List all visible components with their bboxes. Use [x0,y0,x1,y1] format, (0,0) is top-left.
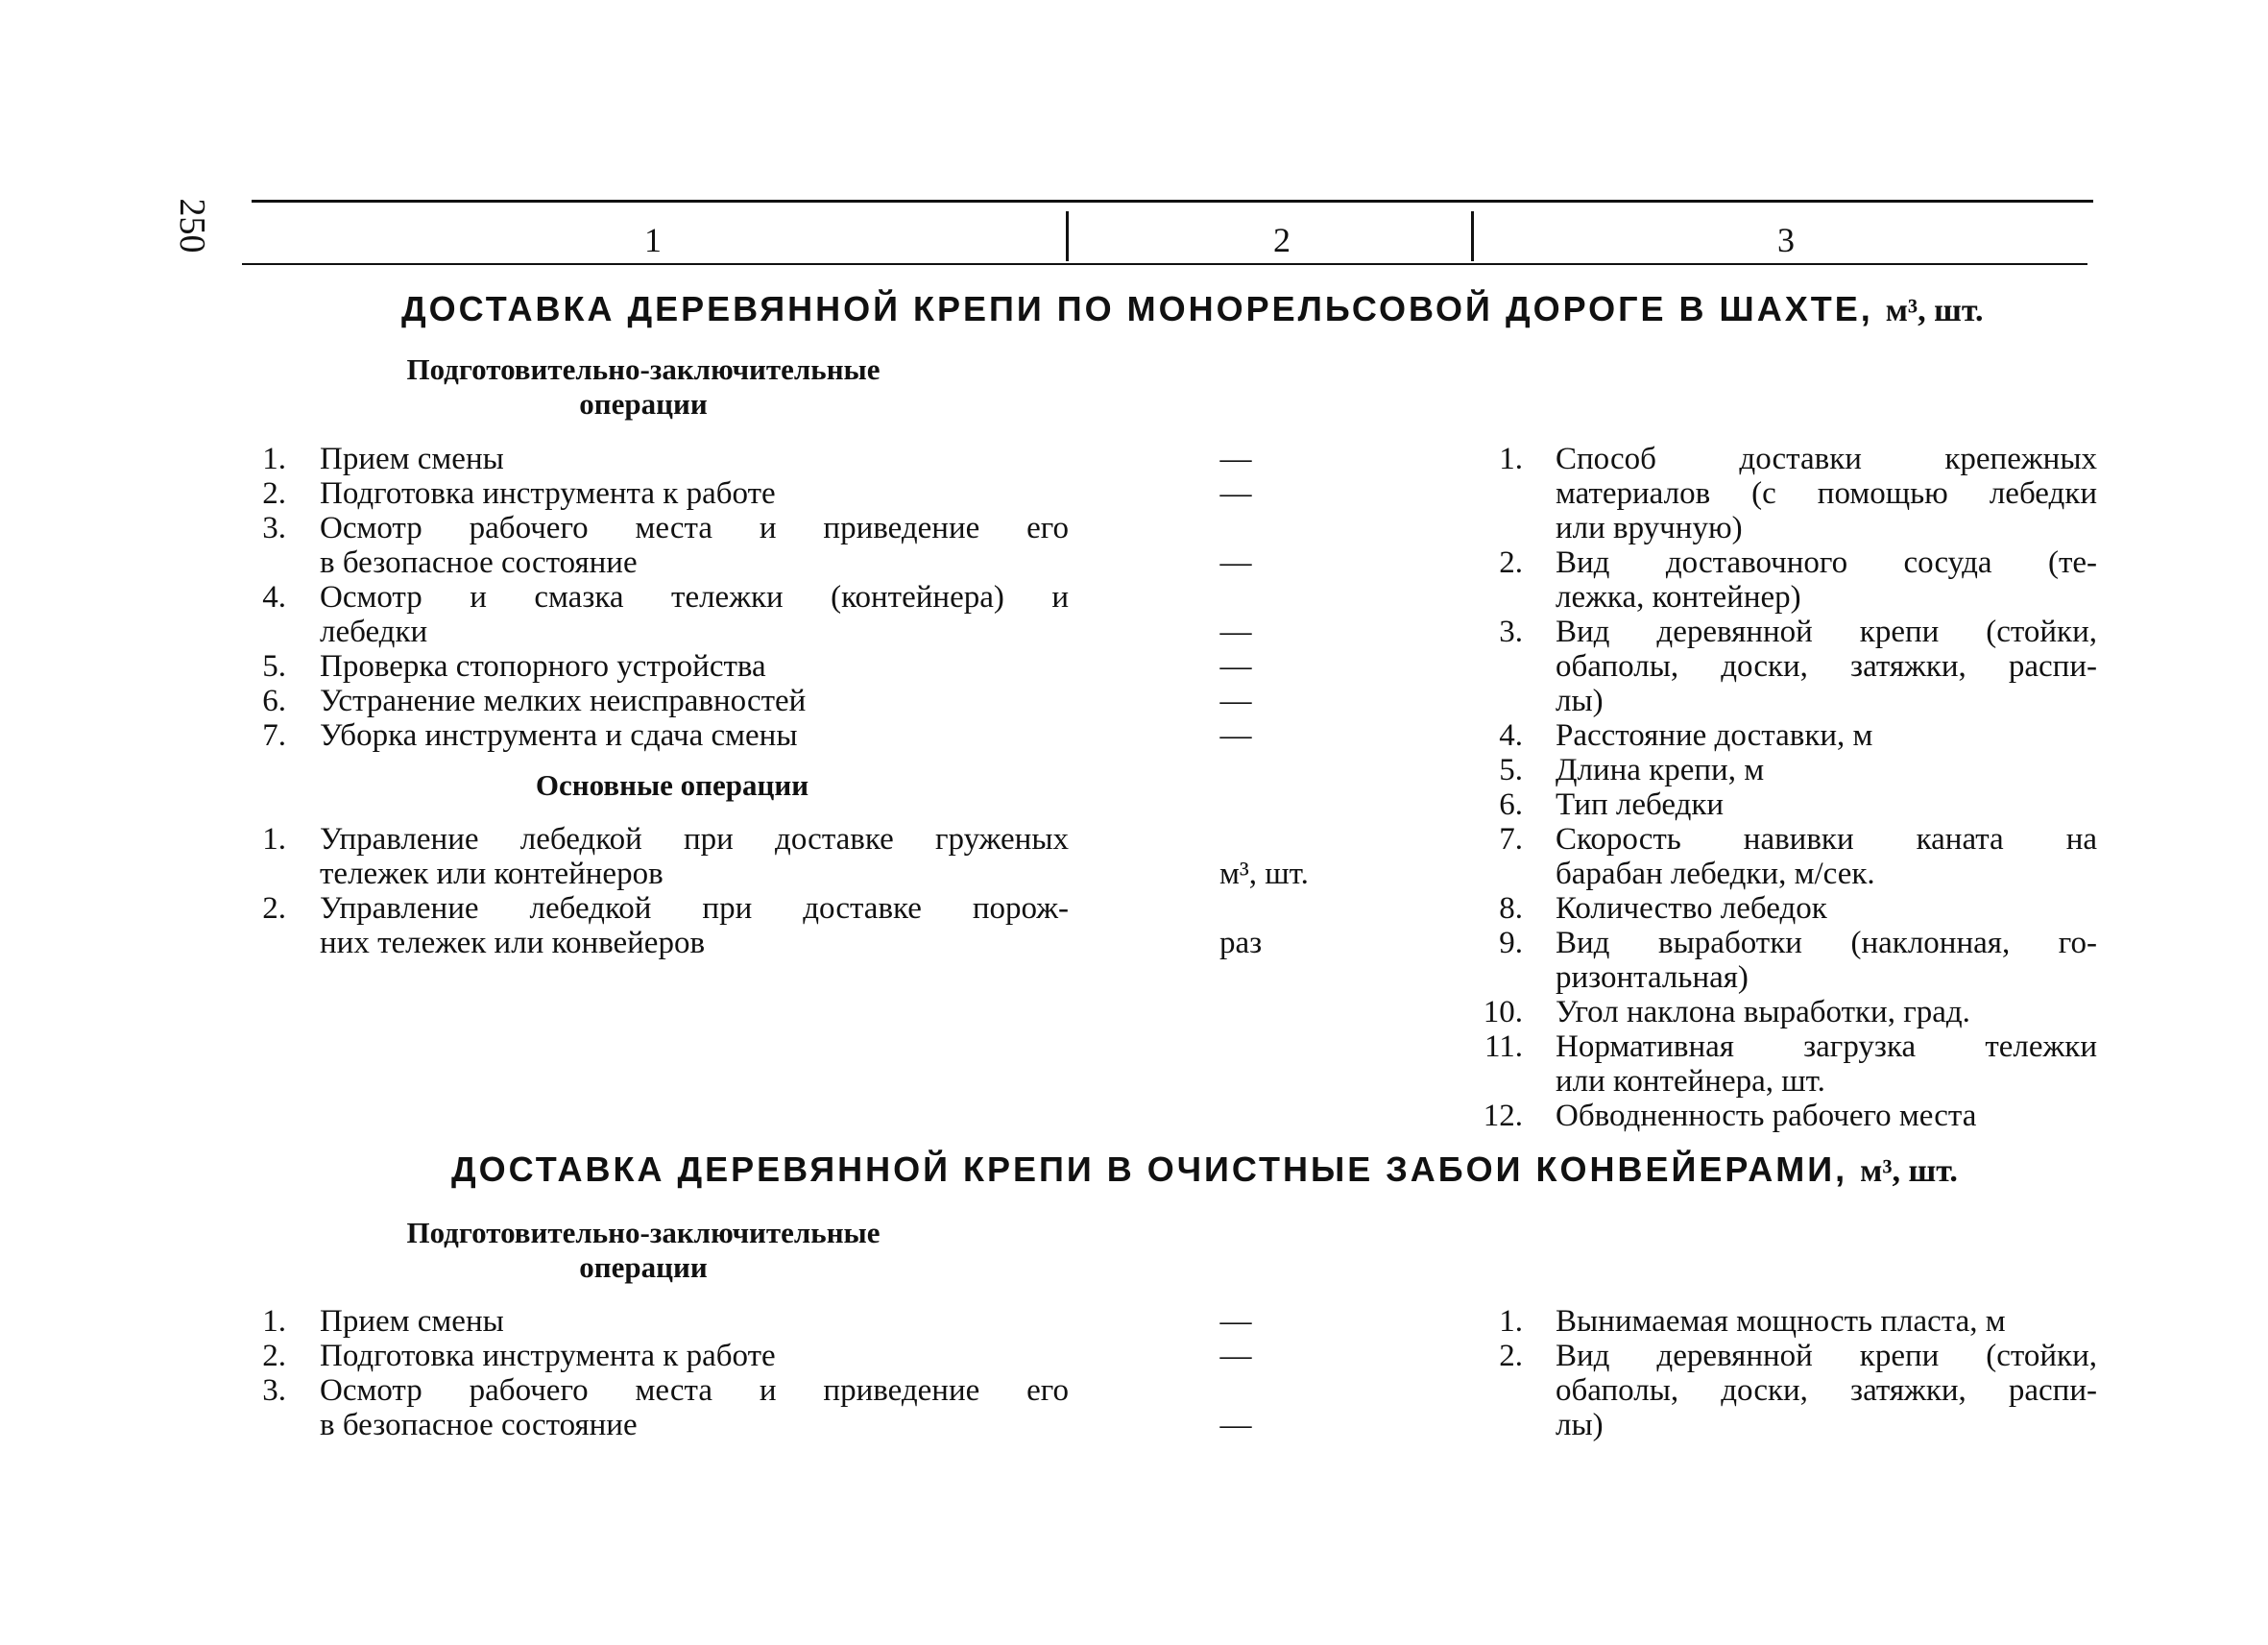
table-row [0,545,2268,580]
column-header-3: 3 [1777,221,1795,259]
factor-number: 7. [1499,822,1523,857]
subhead-line: Подготовительно-заключительные [406,1216,881,1249]
factor-text: барабан лебедки, м/сек. [1556,857,1875,891]
op-text: в безопасное состояние [320,545,638,580]
table-row [0,1029,2268,1064]
unit-cell: — [1219,684,1252,718]
subhead-line: операции [579,387,708,421]
factor-number: 2. [1499,545,1523,580]
factor-number: 3. [1499,615,1523,649]
factor-number: 9. [1499,926,1523,960]
factor-text: лежка, контейнер) [1556,580,1801,615]
op-text: тележек или контейнеров [320,857,664,891]
factor-text: Длина крепи, м [1556,753,1765,787]
factor-text: Вид доставочного сосуда (те- [1556,545,2097,580]
unit-cell: — [1219,649,1252,684]
column-header-1: 1 [644,221,662,259]
op-number: 2. [262,476,286,511]
op-text: Прием смены [320,442,504,476]
factor-text: или вручную) [1556,511,1743,545]
unit-cell: м³, шт. [1219,857,1309,891]
factor-text: ризонтальная) [1556,960,1749,995]
factor-text: лы) [1556,684,1604,718]
factor-number: 1. [1499,442,1523,476]
factor-number: 10. [1483,995,1523,1029]
factor-text: Способ доставки крепежных [1556,442,2097,476]
page-number: 250 [172,198,212,254]
table-row [0,684,2268,718]
op-number: 6. [262,684,286,718]
factor-text: обаполы, доски, затяжки, распи- [1556,1373,2097,1408]
table-row [0,442,2268,476]
factor-number: 5. [1499,753,1523,787]
table-row [0,1099,2268,1133]
table-row [0,1408,2268,1442]
factor-text: или контейнера, шт. [1556,1064,1825,1099]
table-row [0,718,2268,753]
factor-text: Вид деревянной крепи (стойки, [1556,1339,2097,1373]
factor-text: Нормативная загрузка тележки [1556,1029,2097,1064]
factor-number: 8. [1499,891,1523,926]
factor-text: Вынимаемая мощность пласта, м [1556,1304,2006,1339]
factor-number: 11. [1484,1029,1523,1064]
unit-cell: — [1219,476,1252,511]
table-row [0,787,2268,822]
table-row [0,960,2268,995]
factor-number: 6. [1499,787,1523,822]
section-title-text: ДОСТАВКА ДЕРЕВЯННОЙ КРЕПИ В ОЧИСТНЫЕ ЗАБОИ КОНВЕЙЕРАМИ, [451,1149,1848,1189]
op-text: Управление лебедкой при доставке груженых [320,822,1069,857]
table-row [0,822,2268,857]
unit-cell: — [1219,615,1252,649]
op-text: лебедки [320,615,428,649]
factor-text: Обводненность рабочего места [1556,1099,1977,1133]
op-text: Подготовка инструмента к работе [320,476,776,511]
factor-text: обаполы, доски, затяжки, распи- [1556,649,2097,684]
factor-text: Тип лебедки [1556,787,1725,822]
factor-text: Вид деревянной крепи (стойки, [1556,615,2097,649]
section-title-unit: м³, шт. [1885,293,1984,328]
factor-text: материалов (с помощью лебедки [1556,476,2097,511]
op-number: 1. [262,822,286,857]
op-text: Уборка инструмента и сдача смены [320,718,798,753]
table-top-rule [252,200,2093,203]
op-text: в безопасное состояние [320,1408,638,1442]
op-number: 2. [262,891,286,926]
unit-cell: — [1219,442,1252,476]
table-row [0,511,2268,545]
unit-cell: — [1219,718,1252,753]
header-bottom-rule [242,263,2087,265]
subhead-preparatory [365,1216,922,1285]
table-row [0,1373,2268,1408]
op-number: 1. [262,442,286,476]
op-text: Осмотр рабочего места и приведение его [320,1373,1069,1408]
section-title-text: ДОСТАВКА ДЕРЕВЯННОЙ КРЕПИ ПО МОНОРЕЛЬСОВОЙ ДОРОГЕ В ШАХТЕ, [401,289,1873,328]
table-row [0,891,2268,926]
column-divider-2 [1471,211,1474,261]
unit-cell: — [1219,1339,1252,1373]
factor-number: 12. [1483,1099,1523,1133]
factor-text: Количество лебедок [1556,891,1827,926]
unit-cell: — [1219,1304,1252,1339]
table-row [0,649,2268,684]
op-number: 2. [262,1339,286,1373]
table-row [0,476,2268,511]
op-text: Прием смены [320,1304,504,1339]
table-row [0,857,2268,891]
subhead-line: Подготовительно-заключительные [406,352,881,386]
column-header-2: 2 [1273,221,1291,259]
op-text: Проверка стопорного устройства [320,649,766,684]
section-title-unit: м³, шт. [1860,1153,1958,1189]
op-text: Управление лебедкой при доставке порож- [320,891,1069,926]
table-row [0,926,2268,960]
op-text: Устранение мелких неисправностей [320,684,807,718]
op-text: них тележек или конвейеров [320,926,706,960]
op-text: Осмотр и смазка тележки (контейнера) и [320,580,1069,615]
op-text: Подготовка инструмента к работе [320,1339,776,1373]
subhead-line: операции [579,1250,708,1284]
unit-cell: — [1219,1408,1252,1442]
unit-cell: — [1219,545,1252,580]
section-title [401,288,1983,332]
op-number: 4. [262,580,286,615]
op-text: Осмотр рабочего места и приведение его [320,511,1069,545]
table-row [0,580,2268,615]
table-row [0,615,2268,649]
op-number: 1. [262,1304,286,1339]
table-row [0,753,2268,787]
factor-number: 4. [1499,718,1523,753]
factor-text: лы) [1556,1408,1604,1442]
factor-text: Скорость навивки каната на [1556,822,2097,857]
section-title [451,1149,1958,1193]
op-number: 7. [262,718,286,753]
subhead-line: Основные операции [535,768,809,802]
subhead-preparatory [365,352,922,422]
column-divider-1 [1066,211,1069,261]
table-row [0,1304,2268,1339]
table-row [0,995,2268,1029]
table-row [0,1339,2268,1373]
factor-number: 1. [1499,1304,1523,1339]
factor-text: Вид выработки (наклонная, го- [1556,926,2097,960]
factor-number: 2. [1499,1339,1523,1373]
op-number: 5. [262,649,286,684]
op-number: 3. [262,511,286,545]
op-number: 3. [262,1373,286,1408]
factor-text: Угол наклона выработки, град. [1556,995,1970,1029]
unit-cell: раз [1219,926,1263,960]
table-row [0,1064,2268,1099]
factor-text: Расстояние доставки, м [1556,718,1873,753]
